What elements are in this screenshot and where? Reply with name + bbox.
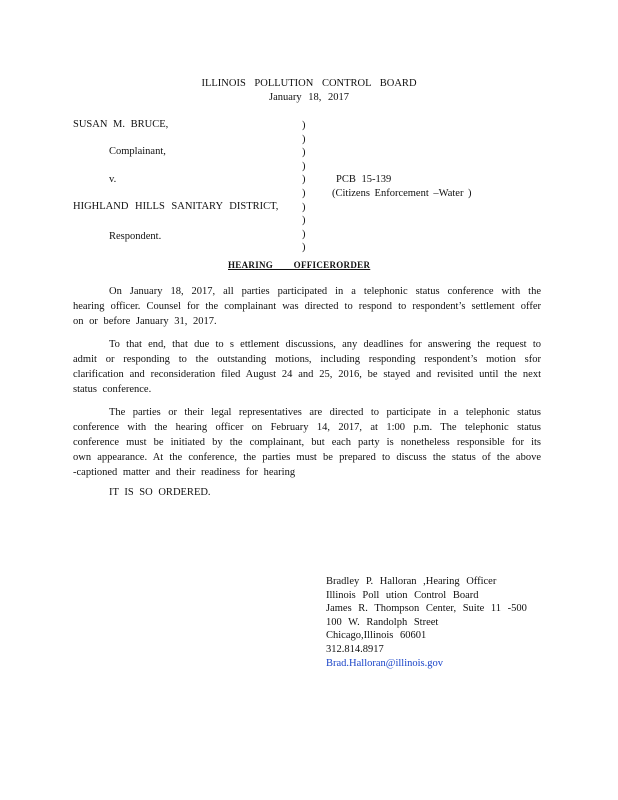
case-number: PCB 15-139 (336, 174, 392, 185)
signature-block (326, 575, 527, 670)
signature-building: James R. Thompson Center, Suite 11 -500 (326, 603, 527, 615)
respondent-label: Respondent. (109, 231, 162, 242)
hearing-officer-order-title: HEARING OFFICERORDER (228, 260, 371, 270)
order-date: January 18, 2017 (268, 92, 350, 103)
complainant-name: SUSAN M. BRUCE, (73, 119, 169, 130)
signature-email-link[interactable]: Brad.Halloran@illinois.gov (326, 657, 443, 669)
agency-title: ILLINOIS POLLUTION CONTROL BOARD (201, 78, 417, 89)
signature-phone: 312.814.8917 (326, 643, 384, 655)
signature-organization: Illinois Poll ution Control Board (326, 589, 479, 601)
signature-name: Bradley P. Halloran ,Hearing Officer (326, 576, 497, 587)
signature-street: 100 W. Randolph Street (326, 616, 439, 628)
respondent-name: HIGHLAND HILLS SANITARY DISTRICT, (73, 201, 279, 212)
closing-statement: IT IS SO ORDERED. (109, 487, 211, 498)
paragraph-stay-deadlines: To that end, that due to s ettlement discussions, any deadlines for answering the request to admit or responding to the outstanding motions, including responding respondent’s motion sfor clarification and reconsideration filed August 24 and 25, 2016, be stayed and revisited until the next status conference. (73, 339, 541, 395)
versus-label: v. (109, 174, 117, 185)
complainant-label: Complainant, (109, 146, 166, 157)
paragraph-next-conference: The parties or their legal representatives are directed to participate in a telephonic status conference with the hearing officer on February 14, 2017, at 1:00 p.m. The telephonic status conference must be initiated by the complainant, but each party is nonetheless responsible for its own appearance. At the conference, the parties must be prepared to discuss the status of the above -captioned matter and their readiness for hearing (73, 407, 541, 478)
signature-city: Chicago,Illinois 60601 (326, 630, 427, 642)
caption-parentheses: ) ) ) ) ) ) ) ) ) ) (302, 120, 306, 254)
paragraph-status-conference: On January 18, 2017, all parties participated in a telephonic status conference with the hearing officer. Counsel for the complainant was directed to respond to respondent’s settlement offer on or before January 31, 2017. (73, 286, 541, 327)
case-type: (Citizens Enforcement –Water ) (332, 188, 472, 199)
